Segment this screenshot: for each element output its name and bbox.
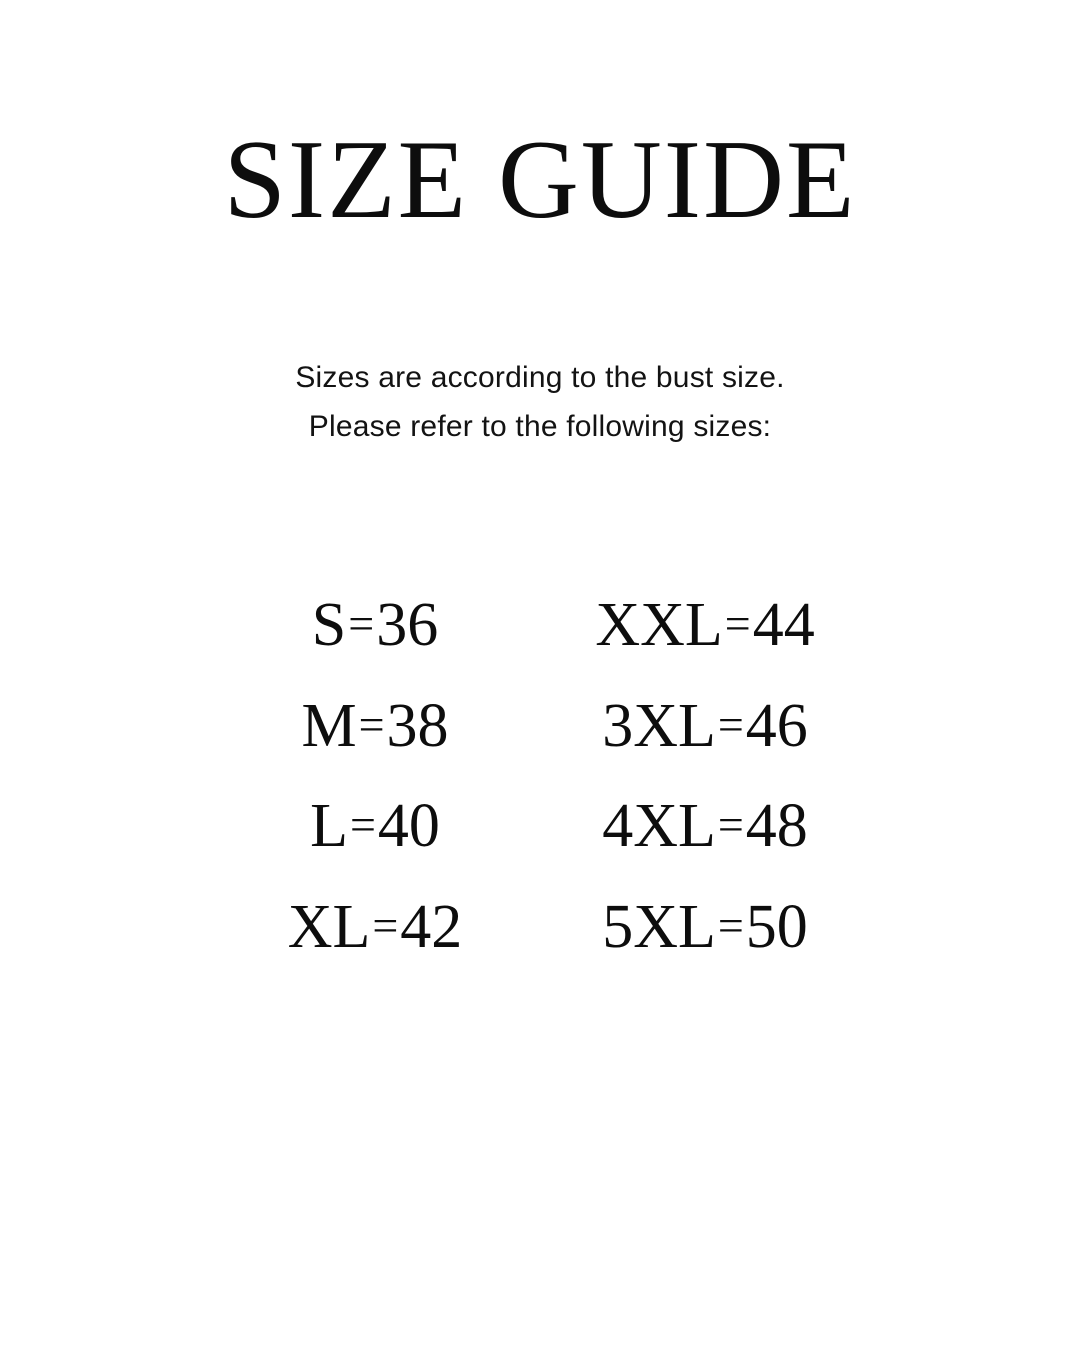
size-entry	[220, 575, 530, 675]
size-value: 46	[745, 691, 808, 760]
size-entry	[550, 575, 860, 675]
equals-symbol: =	[717, 698, 744, 750]
equals-symbol: =	[724, 598, 751, 650]
page-title: SIZE GUIDE	[223, 118, 857, 242]
size-value: 50	[745, 892, 808, 961]
size-label: 4XL	[602, 792, 716, 861]
size-value: 44	[752, 591, 815, 660]
size-label: 5XL	[602, 892, 716, 961]
size-table	[220, 451, 860, 977]
size-label: 3XL	[602, 691, 716, 760]
equals-symbol: =	[717, 799, 744, 851]
size-entry	[550, 877, 860, 977]
size-value: 36	[376, 591, 439, 660]
size-value: 48	[745, 792, 808, 861]
size-label: XXL	[595, 591, 723, 660]
size-label: XL	[287, 892, 371, 961]
size-entry	[550, 776, 860, 876]
intro-line-2: Please refer to the following sizes:	[308, 409, 772, 443]
equals-symbol: =	[372, 899, 399, 951]
size-entry	[220, 877, 530, 977]
size-label: L	[310, 792, 348, 861]
size-entry	[220, 676, 530, 776]
size-value: 38	[386, 691, 449, 760]
equals-symbol: =	[349, 799, 376, 851]
size-value: 40	[377, 792, 440, 861]
size-label: S	[311, 591, 347, 660]
size-entry	[550, 676, 860, 776]
size-entry	[220, 776, 530, 876]
equals-symbol: =	[717, 899, 744, 951]
size-value: 42	[400, 892, 463, 961]
size-label: M	[301, 691, 357, 760]
intro-line-1: Sizes are according to the bust size.	[295, 361, 785, 394]
equals-symbol: =	[358, 698, 385, 750]
intro-text	[0, 236, 1080, 451]
equals-symbol: =	[348, 598, 375, 650]
